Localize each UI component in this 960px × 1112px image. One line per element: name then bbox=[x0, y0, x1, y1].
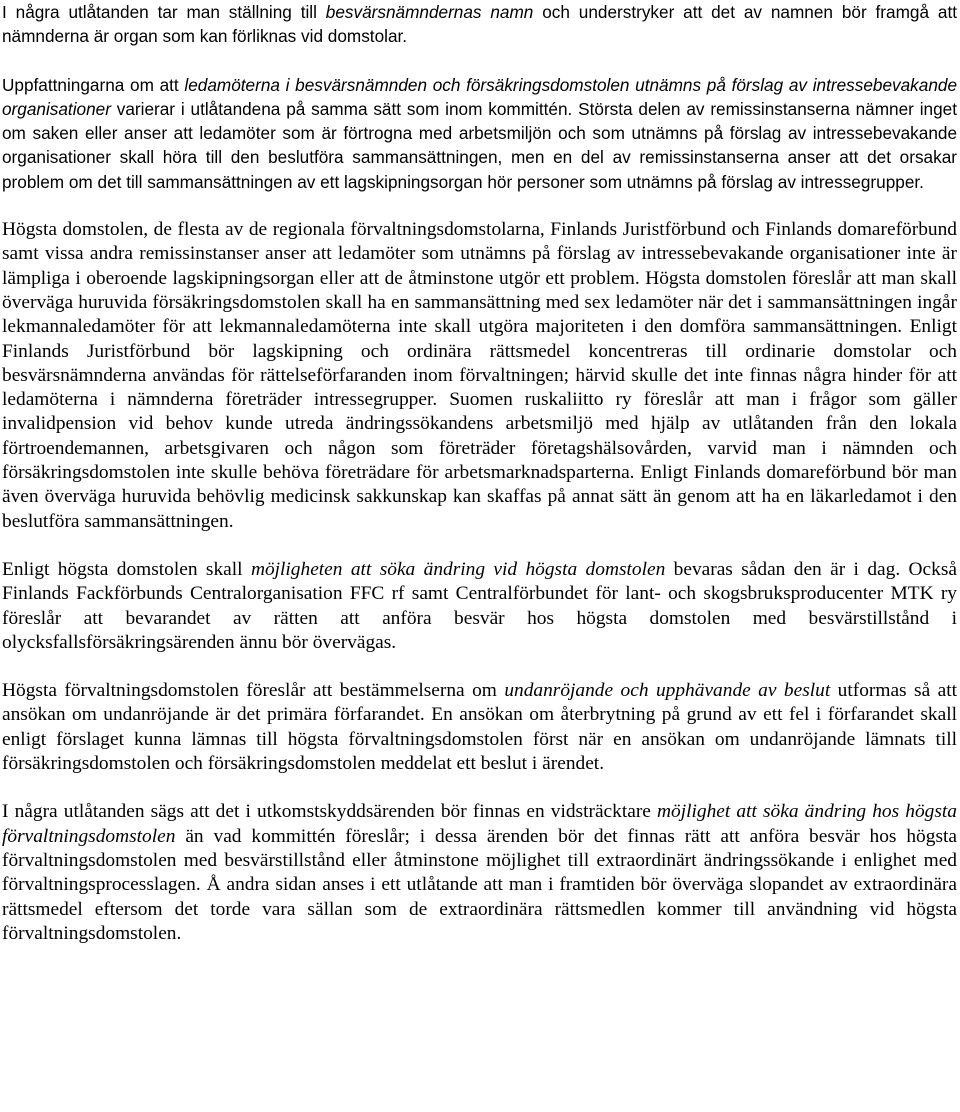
text-run: varierar i utlåtandena på samma sätt som inom kommittén. Största delen av remissinstanserna nämner inget om saken eller anser att ledamöter som är förtrogna med arbetsmiljön och som utnämns på förslag av intressebevakande organisationer skall höra till den beslutföra sammansättningen, men en del av remissinstanserna anser att det orsakar problem om det till sammansättningen av ett lagskipningsorgan hör personer som utnämns på förslag av intressegrupper. bbox=[2, 98, 957, 192]
paragraph-tribunal-names bbox=[2, 0, 957, 49]
text-run: Enligt högsta domstolen skall bbox=[2, 558, 251, 580]
text-run: och understryker att det av namnen bör framgå att nämnderna är organ som kan förliknas vid domstolar. bbox=[2, 2, 957, 47]
paragraph-member-appointments bbox=[2, 73, 957, 194]
emphasis-text: möjligheten att söka ändring vid högsta domstolen bbox=[250, 558, 666, 580]
text-run: bevaras sådan den är i dag. Också Finlands Fackförbunds Centralorganisation FFC rf samt Centralförbundet för lant- och skogsbruksproducenter MTK ry föreslår att bevarandet av rätten att anföra besvär hos högsta domstolen med besvärstillstånd i olycksfallsförsäkringsärenden ännu bör övervägas. bbox=[2, 558, 957, 653]
text-run: än vad kommittén föreslår; i dessa ärenden bör det finnas rätt att anföra besvär hos högsta förvaltningsdomstolen med besvärstillstånd eller åtminstone möjlighet till extraordinärt ändringssökande i enlighet med förvaltningsprocesslagen. Å andra sidan anses i ett utlåtande att man i framtiden bör överväga slopandet av extraordinära rättsmedel eftersom det torde vara sällan som de extraordinära rättsmedlen kommer till användning vid högsta förvaltningsdomstolen. bbox=[2, 825, 957, 944]
paragraph-administrative-court-appeal bbox=[2, 800, 957, 946]
text-run: Uppfattningarna om att bbox=[2, 74, 185, 95]
paragraph-supreme-court-views: Högsta domstolen, de flesta av de regionala förvaltningsdomstolarna, Finlands Juristförbund och Finlands domareförbund samt vissa andra remissinstanser anser att ledamöter som utnämns på förslag av intressebevakande organisationer inte är lämpliga i oberoende lagskipningsorgan eller att de åtminstone utgör ett problem. Högsta domstolen föreslår att man skall överväga huruvida försäkringsdomstolen skall ha en sammansättning med sex ledamöter när det i sammansättningen ingår lekmannaledamöter för att lekmannaledamöterna inte skall utgöra majoriteten i den domföra sammansättningen. Enligt Finlands Juristförbund bör lagskipning och ordinära rättsmedel koncentreras till ordinarie domstolar och besvärsnämnderna användas för rättelseförfaranden inom förvaltningen; härvid skulle det inte finnas några hinder för att ledamöterna i nämnderna företräder intressegrupper. Suomen ruskaliitto ry föreslår att man i frågor som gäller invalidpension vid behov kunde utreda ändringssökandens arbetsmiljö med hjälp av utlåtanden från den lokala förtroendemannen, arbetsgivaren och någon som företräder företagshälsovården, varvid man i nämnden och försäkringsdomstolen inte skulle behöva företrädare för arbetsmarknadsparterna. Enligt Finlands domareförbund bör man även överväga huruvida behövlig medicinsk sakkunskap kan skaffas på annat sätt än genom att ha en läkarledamot i den beslutföra sammansättningen. bbox=[2, 219, 957, 532]
text-run: Högsta förvaltningsdomstolen föreslår att bestämmelserna om bbox=[2, 680, 505, 702]
emphasis-text: undanröjande och upphävande av beslut bbox=[504, 680, 831, 702]
emphasis-text: ledamöterna i besvärsnämnden och försäkringsdomstolen utnämns på förslag av intressebevakande organisationer bbox=[2, 74, 957, 119]
emphasis-text: möjlighet att söka ändring hos högsta förvaltningsdomstolen bbox=[2, 801, 957, 847]
text-run: I några utlåtanden sägs att det i utkomstskyddsärenden bör finnas en vidsträcktare bbox=[2, 801, 658, 823]
text-run: utformas så att ansökan om undanröjande är det primära förfarandet. En ansökan om återbrytning på grund av ett fel i förfarandet skall enligt förslaget kunna lämnas till högsta förvaltningsdomstolen först när en ansökan om undanröjande lämnats till försäkringsdomstolen och försäkringsdomstolen meddelat ett beslut i ärendet. bbox=[2, 680, 957, 775]
paragraph-annulment-decisions bbox=[2, 679, 957, 776]
emphasis-text: besvärsnämndernas namn bbox=[325, 2, 534, 22]
text-run: I några utlåtanden tar man ställning till bbox=[2, 2, 326, 22]
paragraph-appeal-supreme-court bbox=[2, 558, 957, 655]
